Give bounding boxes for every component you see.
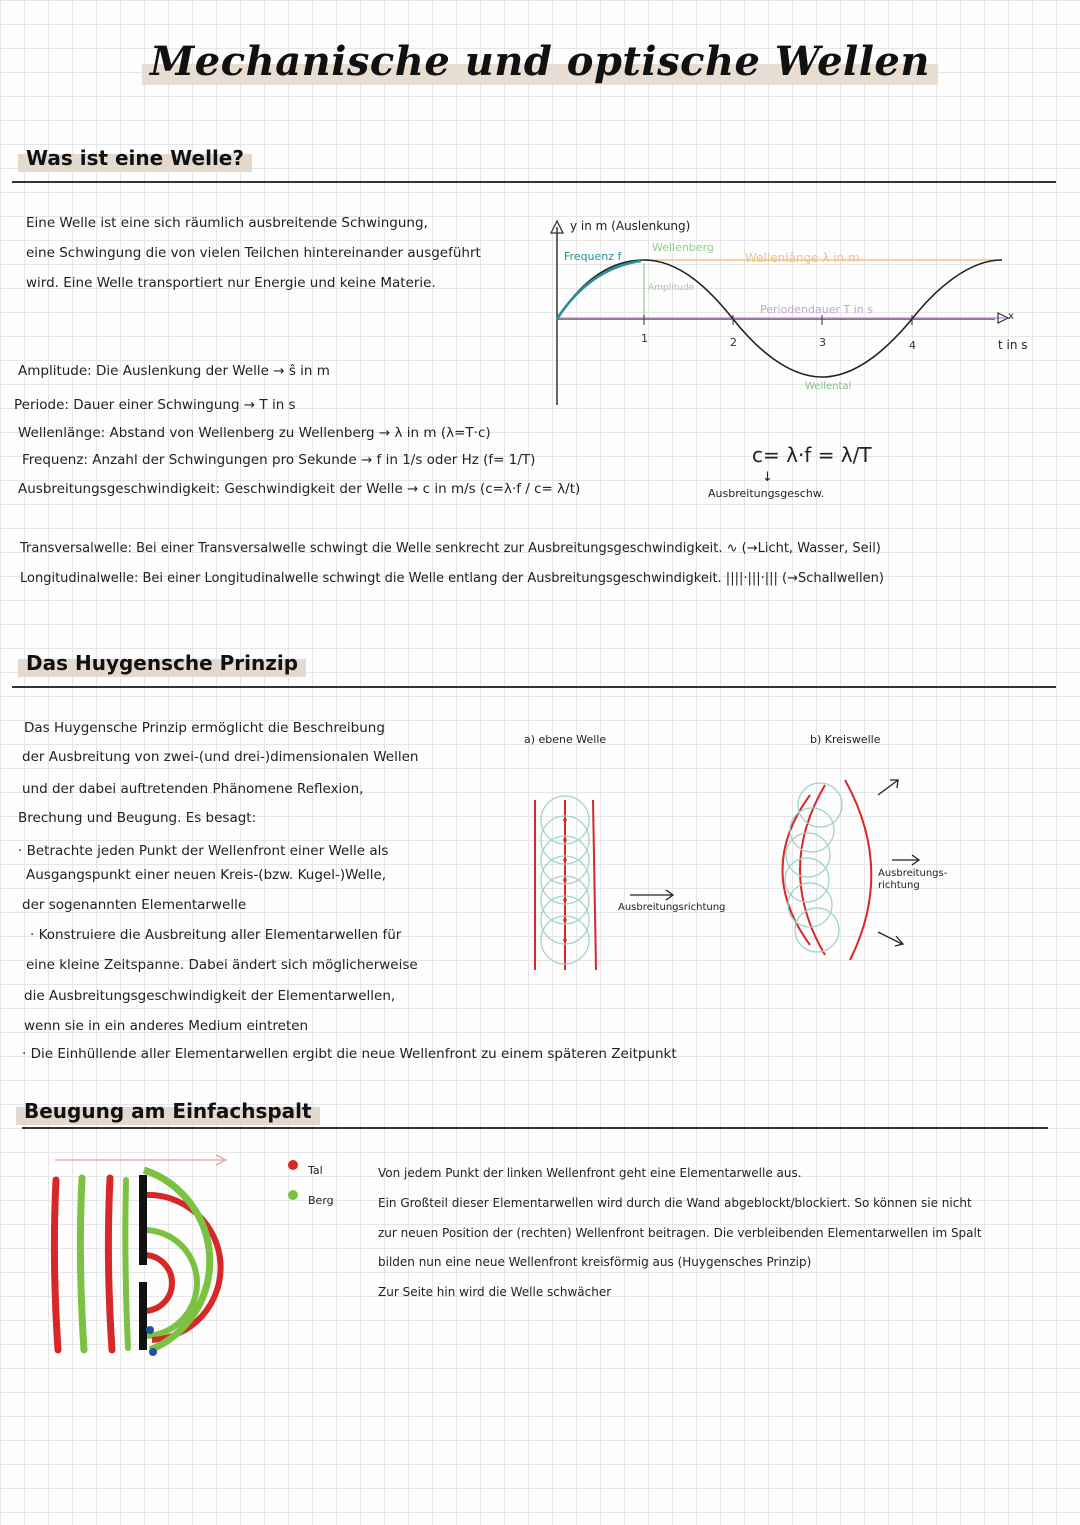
wellenberg-label: Wellenberg — [652, 241, 714, 254]
beugung-line: Zur Seite hin wird die Welle schwächer — [378, 1285, 612, 1299]
definition-line: Wellenlänge: Abstand von Wellenberg zu Wellenberg → λ in m (λ=T·c) — [18, 425, 491, 441]
huygens-line: Ausgangspunkt einer neuen Kreis-(bzw. Kugel-)Welle, — [26, 867, 387, 883]
incident-wavefront — [54, 1180, 58, 1350]
incident-wavefront — [125, 1180, 128, 1348]
definition-line: Ausbreitungsgeschwindigkeit: Geschwindigkeit der Welle → c in m/s (c=λ·f / c= λ/t) — [18, 481, 581, 497]
huygens-line: die Ausbreitungsgeschwindigkeit der Elementarwellen, — [24, 988, 396, 1004]
beugung-line: Von jedem Punkt der linken Wellenfront geht eine Elementarwelle aus. — [378, 1166, 802, 1180]
definition-line: Frequenz: Anzahl der Schwingungen pro Sekunde → f in 1/s oder Hz (f= 1/T) — [22, 452, 536, 468]
section-divider — [22, 1127, 1048, 1129]
legend-tal-dot — [288, 1160, 298, 1170]
beugung-line: zur neuen Position der (rechten) Wellenfront beitragen. Die verbleibenden Elementarwellen im Spalt — [378, 1226, 982, 1240]
section-divider — [12, 181, 1056, 183]
huygens-line: der sogenannten Elementarwelle — [22, 897, 247, 913]
huygens-line: Brechung und Beugung. Es besagt: — [18, 810, 257, 826]
huygens-line: wenn sie in ein anderes Medium eintreten — [24, 1018, 309, 1034]
definition-line: Amplitude: Die Auslenkung der Welle → ŝ in m — [18, 363, 330, 379]
legend-berg-dot — [288, 1190, 298, 1200]
huygens-line: der Ausbreitung von zwei-(und drei-)dimensionalen Wellen — [22, 749, 419, 765]
intro-line: eine Schwingung die von vielen Teilchen hintereinander ausgeführt — [26, 245, 481, 261]
legend-berg-label: Berg — [308, 1194, 334, 1207]
wavefront-line — [593, 800, 596, 970]
huygens-line: · Betrachte jeden Punkt der Wellenfront einer Welle als — [18, 843, 389, 859]
arrow-up-right-icon — [878, 780, 898, 795]
intro-line: wird. Eine Welle transportiert nur Energie und keine Materie. — [26, 275, 436, 291]
incident-wavefront — [108, 1178, 112, 1350]
intro-line: Eine Welle ist eine sich räumlich ausbreitende Schwingung, — [26, 215, 428, 231]
page-title: Mechanische und optische Wellen — [0, 38, 1080, 85]
tick-label: 1 — [641, 332, 648, 345]
legend-tal-label: Tal — [308, 1164, 323, 1177]
blue-marker — [146, 1326, 154, 1334]
huygens-line: · Die Einhüllende aller Elementarwellen ergibt die neue Wellenfront zu einem späteren Zeitpunkt — [22, 1046, 677, 1062]
section-heading-beugung: Beugung am Einfachspalt — [16, 1099, 320, 1123]
section-heading-huygens: Das Huygensche Prinzip — [18, 651, 306, 675]
formula-arrow-icon: ↓ — [762, 470, 773, 485]
formula-note: Ausbreitungsgeschw. — [708, 487, 825, 500]
incident-wavefront — [80, 1178, 84, 1350]
section-heading-welle: Was ist eine Welle? — [18, 146, 252, 170]
beugung-line: Ein Großteil dieser Elementarwellen wird durch die Wand abgeblockt/blockiert. So können sie nicht — [378, 1196, 972, 1210]
huygens-line: Das Huygensche Prinzip ermöglicht die Beschreibung — [24, 720, 385, 736]
huygens-line: und der dabei auftretenden Phänomene Reflexion, — [22, 781, 364, 797]
single-slit-figure — [40, 1150, 260, 1360]
y-axis-label: y in m (Auslenkung) — [570, 219, 691, 233]
frequenz-segment — [557, 261, 641, 319]
frequenz-label: Frequenz f — [564, 250, 622, 263]
periodendauer-label: Periodendauer T in s — [760, 303, 873, 316]
wave-graph — [540, 205, 1060, 410]
definition-line: Periode: Dauer einer Schwingung → T in s — [14, 397, 296, 413]
wellental-label: Wellental — [805, 381, 852, 392]
longitudinal-line: Longitudinalwelle: Bei einer Longitudinalwelle schwingt die Welle entlang der Ausbreitungsgeschwindigkeit. ||||·|||·||| (→Schallwellen) — [20, 571, 884, 586]
huygens-line: eine kleine Zeitspanne. Dabei ändert sich möglicherweise — [26, 957, 418, 973]
wavefront-arc — [845, 780, 871, 960]
tick-label: 4 — [909, 339, 916, 352]
amplitude-label: Amplitude — [648, 283, 695, 293]
wellenlaenge-label: Wellenlänge λ in m — [745, 251, 860, 265]
fig-a-direction: Ausbreitungsrichtung — [618, 902, 726, 913]
fig-a-label: a) ebene Welle — [524, 733, 607, 746]
elementarwellen — [785, 783, 842, 952]
x-axis-arrow-label: x — [1008, 311, 1014, 322]
plane-wave-figure — [520, 795, 730, 975]
section-divider — [12, 686, 1056, 688]
tick-label: 2 — [730, 336, 737, 349]
beugung-line: bilden nun eine neue Wellenfront kreisförmig aus (Huygensches Prinzip) — [378, 1255, 812, 1269]
formula: c= λ·f = λ/T — [752, 443, 872, 467]
huygens-line: · Konstruiere die Ausbreitung aller Elementarwellen für — [30, 927, 402, 943]
fig-b-direction: Ausbreitungs-richtung — [878, 868, 948, 891]
fig-b-label: b) Kreiswelle — [810, 733, 881, 746]
transversal-line: Transversalwelle: Bei einer Transversalwelle schwingt die Welle senkrecht zur Ausbreitungsgeschwindigkeit. ∿ (→Licht, Wasser, Seil) — [20, 541, 881, 556]
tick-label: 3 — [819, 336, 826, 349]
blue-marker — [149, 1348, 157, 1356]
diffracted-wave — [144, 1255, 172, 1311]
x-axis-label: t in s — [998, 338, 1028, 352]
